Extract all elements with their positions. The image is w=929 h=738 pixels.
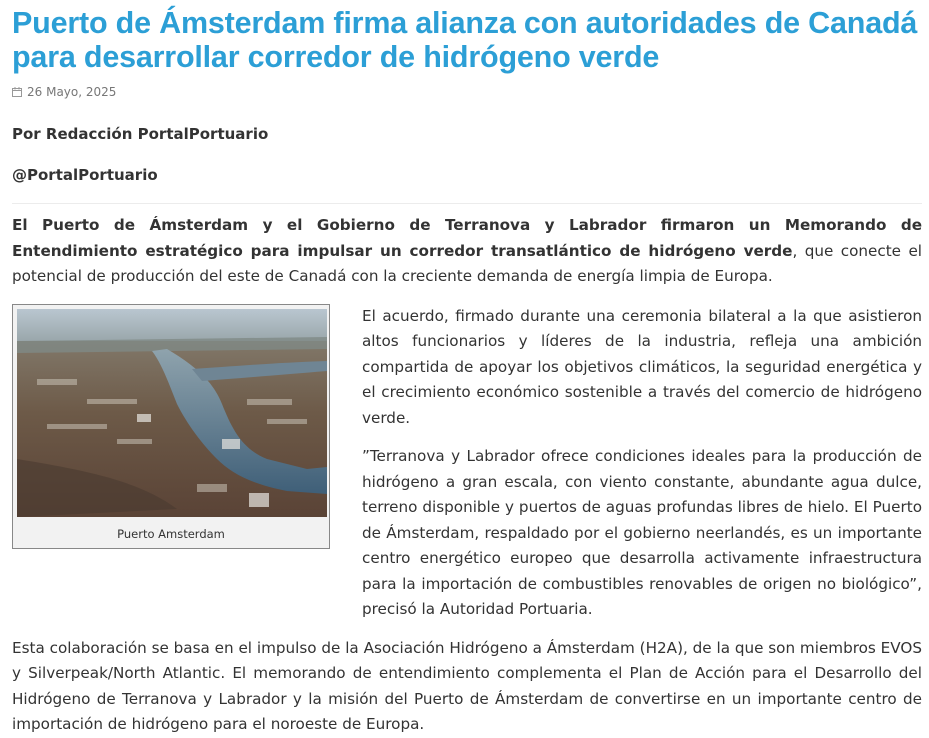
article-title: Puerto de Ámsterdam firma alianza con autoridades de Canadá para desarrollar corredor de hidrógeno verde <box>12 6 918 74</box>
paragraph-2: El acuerdo, firmado durante una ceremonia bilateral a la que asistieron altos funcionarios y líderes de la industria, refleja una ambición compartida de apoyar los objetivos climáticos, la seguridad energética y el crecimiento económico sostenible a través del comercio de hidrógeno verde. <box>362 306 922 427</box>
port-aerial-photo[interactable] <box>17 309 327 517</box>
calendar-icon <box>12 87 22 97</box>
side-text <box>362 304 922 623</box>
paragraph-4: Esta colaboración se basa en el impulso de la Asociación Hidrógeno a Ámsterdam (H2A), de la que son miembros EVOS y Silverpeak/North Atlantic. El memorando de entendimiento complementa el Plan de Acción para el Desarrollo del Hidrógeno de Terranova y Labrador y la misión del Puerto de Ámsterdam de convertirse en un importante centro de importación de hidrógeno para el noroeste de Europa. <box>12 638 922 733</box>
lead-rest-text: , que conecte el potencial de producción del este de Canadá con la creciente demanda de energía limpia de Europa. <box>12 241 923 285</box>
date-text: 26 Mayo, 2025 <box>27 85 117 99</box>
image-figure <box>12 304 330 549</box>
image-caption: Puerto Amsterdam <box>117 526 225 541</box>
author-byline: Por Redacción PortalPortuario <box>12 125 269 143</box>
lead-bold-text: El Puerto de Ámsterdam y el Gobierno de Terranova y Labrador firmaron un Memorando de Entendimiento estratégico para impulsar un corredor transatlántico de hidrógeno verde <box>12 216 922 260</box>
lead-paragraph <box>12 213 922 290</box>
article-date <box>12 84 922 100</box>
article <box>12 0 922 738</box>
paragraph-3: ”Terranova y Labrador ofrece condiciones ideales para la producción de hidrógeno a gran escala, con viento constante, abundante agua dulce, terreno disponible y puertos de aguas profundas libres de hielo. El Puerto de Ámsterdam, respaldado por el gobierno neerlandés, es un importante centro energético europeo que desarrolla activamente infraestructura para la importación de combustibles renovables de origen no biológico”, precisó la Autoridad Portuaria. <box>362 447 922 618</box>
image-text-row <box>12 304 922 623</box>
divider <box>12 203 922 204</box>
author-handle[interactable]: @PortalPortuario <box>12 166 158 184</box>
